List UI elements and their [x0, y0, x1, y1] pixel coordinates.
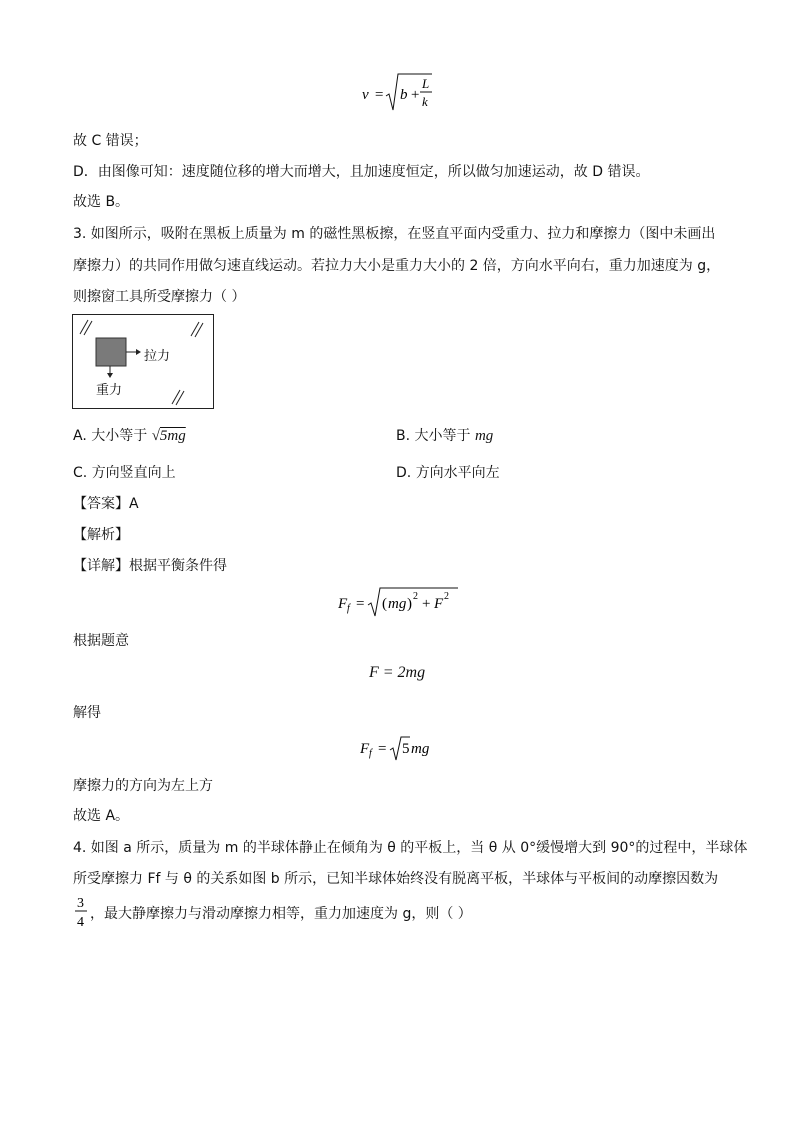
question-3-line-2: 摩擦力）的共同作用做匀速直线运动。若拉力大小是重力大小的 2 倍，方向水平向右，重力加速度为 g， [73, 258, 721, 274]
question-4-line-3: ，最大静摩擦力与滑动摩擦力相等，重力加速度为 g，则（ ） [90, 906, 472, 922]
text-d-explain: D．由图像可知：速度随位移的增大而增大，且加速度恒定，所以做匀加速运动，故 D 错误。 [73, 164, 650, 180]
option-d-label: D. [396, 465, 412, 481]
svg-text:+: + [422, 596, 431, 612]
option-c-label: C. [73, 465, 88, 481]
svg-text:5: 5 [402, 741, 410, 757]
text-solve: 解得 [73, 705, 101, 721]
label-pull: 拉力 [144, 349, 171, 364]
blackboard-figure [72, 314, 214, 409]
option-d[interactable] [396, 463, 500, 483]
svg-text:(: ( [382, 596, 387, 612]
svg-text:4: 4 [77, 915, 84, 929]
svg-text:mg: mg [411, 741, 430, 757]
svg-text:f: f [369, 748, 372, 759]
text-friction-direction: 摩擦力的方向为左上方 [73, 778, 213, 794]
equation-velocity-graphic [362, 72, 442, 114]
equation-friction-result [360, 734, 440, 762]
svg-text:F: F [434, 596, 444, 612]
option-c-text: 方向竖直向上 [91, 465, 176, 481]
equation-friction-sqrt [338, 586, 468, 618]
svg-text:2: 2 [444, 591, 449, 602]
option-a-math: √5mg [151, 428, 186, 444]
text-by-question: 根据题意 [73, 633, 129, 649]
svg-text:): ) [407, 596, 412, 612]
eq-k: k [422, 94, 428, 109]
option-c[interactable] [73, 463, 176, 483]
equation-velocity [362, 72, 442, 114]
eq-plus: + [410, 87, 421, 103]
eq-v: v [362, 87, 369, 103]
option-a-text: 大小等于 [91, 428, 148, 444]
eraser-block [96, 338, 126, 366]
question-3-line-3: 则擦窗工具所受摩擦力（ ） [73, 289, 246, 305]
option-b-text: 大小等于 [414, 428, 471, 444]
eq-equals: = [374, 87, 385, 103]
answer-label: 【答案】A [73, 496, 139, 512]
equation-F-2mg: F = 2mg [368, 664, 426, 681]
text-c-wrong: 故 C 错误； [73, 133, 148, 149]
text-choose-a: 故选 A。 [73, 808, 130, 824]
svg-text:mg: mg [388, 596, 407, 612]
option-a-label: A. [73, 428, 87, 444]
svg-text:=: = [378, 741, 387, 757]
blackboard-figure-graphic [72, 314, 214, 409]
svg-text:F: F [338, 596, 348, 612]
blackboard-frame [73, 315, 214, 409]
svg-text:=: = [356, 596, 365, 612]
question-3-line-1: 3. 如图所示，吸附在黑板上质量为 m 的磁性黑板擦，在竖直平面内受重力、拉力和摩擦力（图中未画出 [73, 226, 716, 242]
svg-text:2: 2 [413, 591, 418, 602]
question-4-line-1: 4. 如图 a 所示，质量为 m 的半球体静止在倾角为 θ 的平板上，当 θ 从 0°缓慢增大到 90°的过程中，半球体 [73, 840, 748, 856]
option-a[interactable] [73, 426, 186, 446]
label-gravity: 重力 [96, 383, 123, 398]
eq-L: L [422, 76, 430, 91]
option-b-label: B. [396, 428, 411, 444]
svg-text:F: F [360, 741, 370, 757]
svg-text:f: f [347, 603, 350, 614]
equation-friction-sqrt-graphic [338, 586, 468, 618]
text-choose-b: 故选 B。 [73, 194, 130, 210]
option-b[interactable] [396, 426, 493, 446]
detail-label: 【详解】根据平衡条件得 [73, 558, 227, 574]
option-d-text: 方向水平向左 [415, 465, 500, 481]
svg-text:3: 3 [77, 896, 84, 911]
question-4-line-2: 所受摩擦力 Ff 与 θ 的关系如图 b 所示，已知半球体始终没有脱离平板，半球体与平板间的动摩擦因数为 [73, 871, 719, 887]
analysis-label: 【解析】 [73, 527, 129, 543]
eq-b: b [400, 87, 408, 103]
option-b-math: mg [474, 428, 494, 444]
equation-friction-result-graphic [360, 734, 440, 762]
